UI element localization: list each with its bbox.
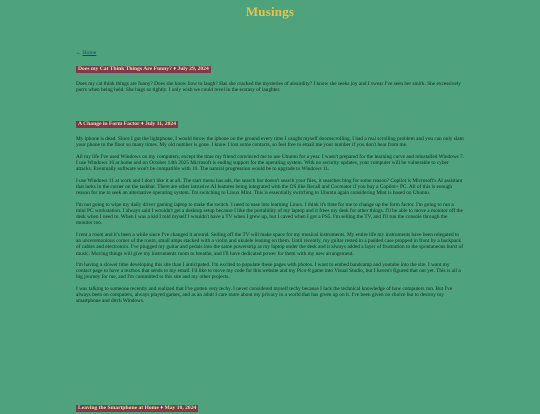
post-paragraph: I rent a room and it's been a while since I've changed it around. Selling off the TV will make space for my musical instruments. My entire life my instruments have been relegated to an unceremonious corner of the room, small amps stacked with a violin and ukulele leaning on them. Until recently, my guitar rested in a padded case propped in front by a backpack of cables and electronics. I've plugged my guitar and pedals into the same powerstrip as my laptop under the desk and it always added a layer of frustration to the spontaneous burst of music. Moving things will give my instruments room to breathe, and I'll have dedicated power for them with my new arrangement.	[76, 231, 464, 257]
post-cat-funny	[76, 57, 464, 94]
post-paragraph: I was talking to someone recently and realized that I've gotten very techy. I never considered myself techy because I lack the technical knowledge of how computers run. But I've always been on computers, always played games, and as an adult I care more about my privacy in a world that has given up on it. I've been given no choice but to destroy my smartphone and ditch Windows.	[76, 285, 453, 305]
home-link[interactable]	[76, 50, 96, 57]
post-paragraph: All my life I've used Windows on my computers, except the time my friend convinced me to use Ubuntu for a year. I wasn't prepared for the learning curve and reinstalled Windows 7. I use Windows 10 at home and on October 14th 2025 Microsoft is ending support for the operating system. With no security updates, your computer will be vulnerable to cyber attacks. Eventually software won't be compatible with 10. The natural progression would be to upgrade to Windows 11.	[76, 153, 464, 173]
back-arrow-icon: ←	[76, 50, 82, 56]
post-paragraph: Does my cat think things are funny? Does she know how to laugh? Has she cracked the mysteries of absurdity? I know she seeks joy and I swear I've seen her smirk. She excessively purrs when being held. She hugs so tightly. I only wish we could revel in the ecstasy of laughter.	[76, 81, 461, 94]
post-title-link[interactable]: Leaving the Smartphone at Home ♦ May 10, 2024	[78, 405, 197, 411]
post-paragraph: I'm having a slower time developing this site than I anticipated. I'm excited to populate these pages with photos. I want to embed bandcamp and youtube into the site. I want my contact page to have a textbox that sends to my email. I'd like to move my code for this website and my Pico-8 game into Visual Studio, but I haven't figured that out yet. This is all a big journey for me, and I'm committed to this site and my other projects.	[76, 261, 461, 281]
post-change-form-factor	[76, 112, 464, 305]
post-title-link[interactable]: A Change in Form Factor ♦ July 11, 2024	[78, 121, 176, 127]
home-link-label: Home	[82, 50, 97, 56]
post-title-link[interactable]: Does my Cat Think Things Are Funny? ♦ July 29, 2024	[78, 66, 209, 72]
site-title: Musings	[245, 4, 295, 19]
main-content	[76, 41, 464, 411]
post-paragraph: I'm not going to wipe my daily driver gaming laptop to make the switch. I need to ease into learning Linux. I think it's time for me to change up the form factor. I'm going to run a mini PC workstation. I always said I wouldn't get a desktop setup because I like the portability of my laptop and it frees my desk for other things. I'll be able to move a monitor off the desk when I need to. When I was a kid I told myself I wouldn't have a TV when I grew up, but I caved when I got a PS5. I'm selling the TV, and I'll run the console through the monitor too.	[76, 201, 463, 227]
post-leaving-smartphone	[76, 396, 464, 414]
post-body	[76, 136, 464, 305]
post-body	[76, 81, 464, 94]
post-paragraph: My iphone is dead. Since I got the lightphone, I would throw the iphone on the ground every time I caught myself doomscrolling. I had a real scrolling problem and you can only slam your phone to the floor so many times. My old number is gone. I know I lost some contacts, so feel free to email me your number if you don't hear from me.	[76, 136, 464, 149]
post-paragraph: I use Windows 11 at work and I don't like it at all. The start menu has ads, the search bar doesn't search your files, it searches bing for some reason? Copilot is Microsoft's AI assistant that lurks in the corner on the taskbar. There are other intrusive AI features being integrated with the OS like Recall and Cocreator if you buy a Copilot+ PC. All of this is enough reason for me to seek an alternative operating system. I'm switching to Linux Mint. This is essentially switching to Ubuntu again considering Mint is based on Ubuntu.	[76, 177, 463, 197]
